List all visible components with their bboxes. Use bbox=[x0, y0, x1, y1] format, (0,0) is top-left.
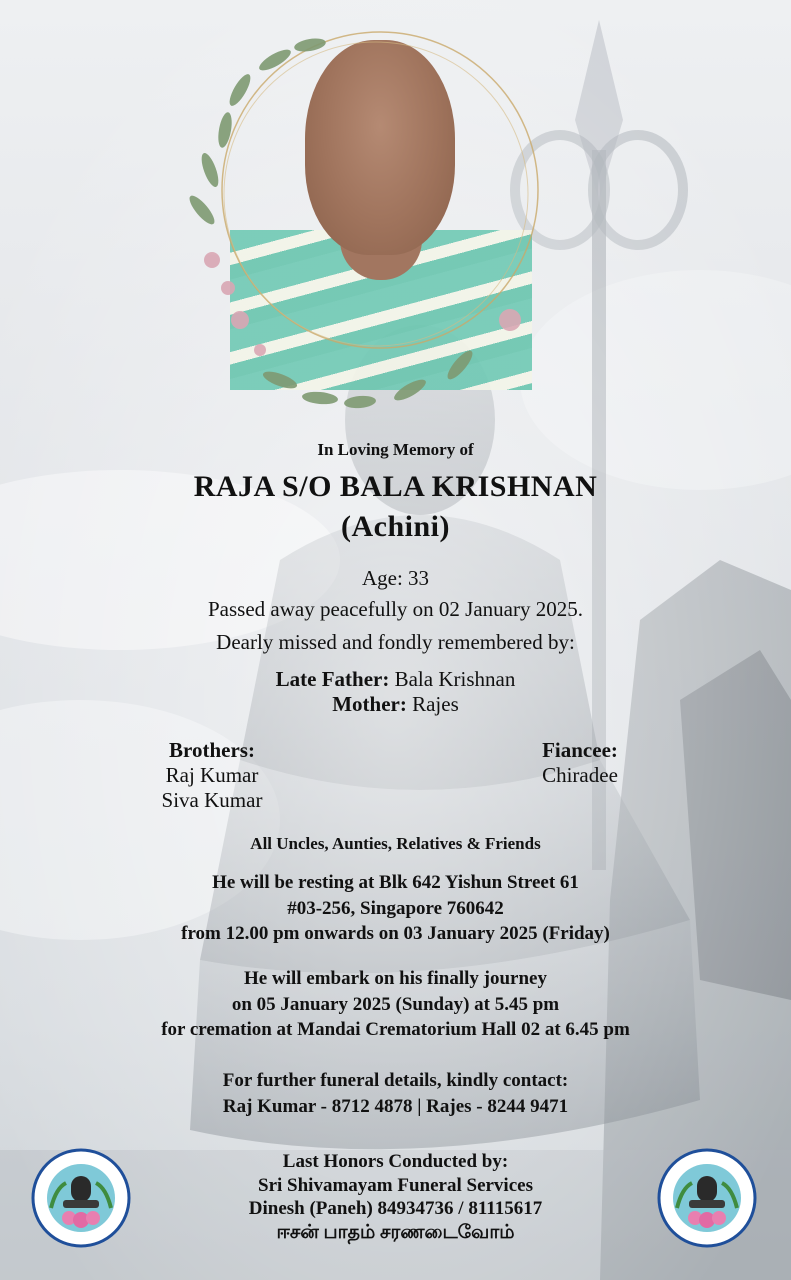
fiancee-label: Fiancee: bbox=[542, 738, 618, 762]
services-line-3: Dinesh (Paneh) 84934736 / 81115617 bbox=[248, 1198, 543, 1219]
services-tamil-line: ஈசன் பாதம் சரணடைவோம் bbox=[276, 1222, 515, 1243]
father-line bbox=[0, 667, 791, 692]
relatives-text: All Uncles, Aunties, Relatives & Friends bbox=[250, 834, 541, 853]
wake-line-1: He will be resting at Blk 642 Yishun Street 61 bbox=[212, 872, 579, 893]
brother-1: Raj Kumar bbox=[165, 763, 259, 787]
mother-label: Mother: bbox=[332, 692, 407, 716]
brothers-label: Brothers: bbox=[169, 738, 255, 762]
right-logo bbox=[657, 1148, 757, 1248]
passed-text: Passed away peacefully on 02 January 2025. bbox=[208, 597, 583, 621]
father-name: Bala Krishnan bbox=[389, 667, 516, 691]
funeral-line-1: He will embark on his finally journey bbox=[244, 968, 547, 989]
funeral-line-3: for cremation at Mandai Crematorium Hall 02 at 6.45 pm bbox=[161, 1019, 630, 1040]
deceased-name: RAJA S/O BALA KRISHNAN bbox=[193, 470, 598, 503]
contact-line-1: For further funeral details, kindly contact: bbox=[222, 1070, 569, 1091]
age-text: Age: 33 bbox=[361, 566, 430, 590]
remembered-text: Dearly missed and fondly remembered by: bbox=[216, 630, 575, 654]
floral-wreath-icon bbox=[180, 20, 560, 440]
deceased-nickname: (Achini) bbox=[341, 510, 450, 543]
services-line-1: Last Honors Conducted by: bbox=[282, 1151, 509, 1172]
father-label: Late Father: bbox=[275, 667, 390, 691]
intro-text: In Loving Memory of bbox=[317, 440, 474, 459]
funeral-line-2: on 05 January 2025 (Sunday) at 5.45 pm bbox=[231, 994, 560, 1015]
fiancee-name: Chiradee bbox=[542, 763, 618, 787]
left-logo bbox=[31, 1148, 131, 1248]
services-line-2: Sri Shivamayam Funeral Services bbox=[258, 1175, 533, 1196]
mother-line bbox=[0, 692, 791, 717]
brother-2: Siva Kumar bbox=[161, 788, 263, 812]
brothers-column bbox=[142, 738, 282, 813]
wake-line-2: #03-256, Singapore 760642 bbox=[287, 898, 504, 919]
wake-line-3: from 12.00 pm onwards on 03 January 2025 (Friday) bbox=[181, 923, 610, 944]
mother-name: Rajes bbox=[406, 692, 459, 716]
contact-line-2: Raj Kumar - 8712 4878 | Rajes - 8244 9471 bbox=[222, 1096, 569, 1117]
fiancee-column bbox=[520, 738, 640, 788]
